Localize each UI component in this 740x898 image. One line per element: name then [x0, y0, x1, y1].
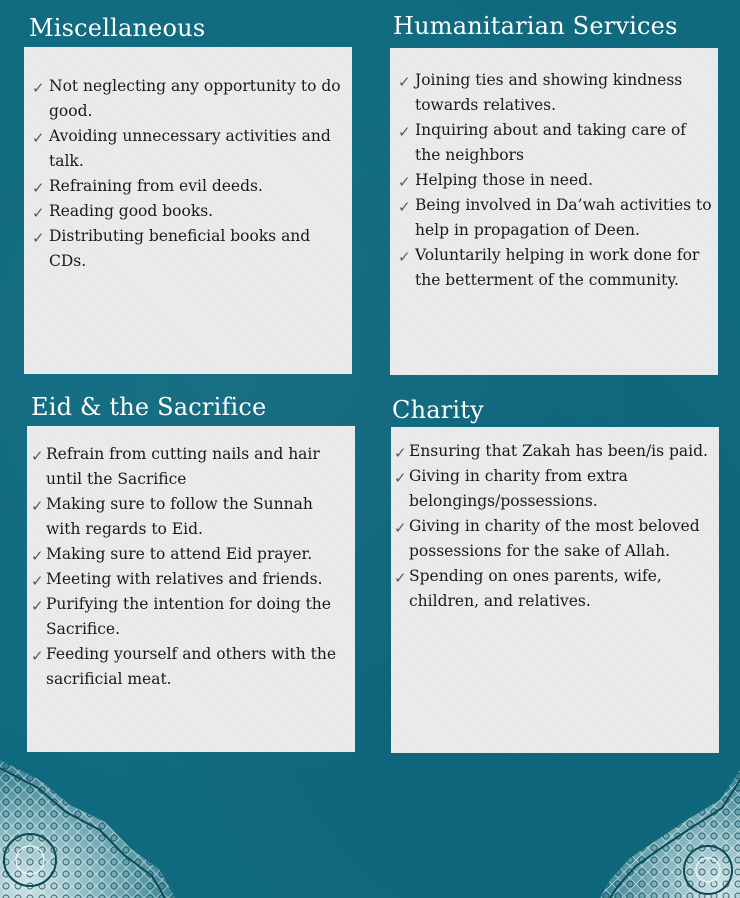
list-item-text: Purifying the intention for doing the Sacrifice. — [46, 595, 331, 638]
list-item — [31, 542, 351, 567]
list-item — [32, 224, 348, 274]
check-icon: ✓ — [394, 444, 407, 462]
list-item-text: Refraining from evil deeds. — [49, 177, 263, 195]
check-icon: ✓ — [31, 547, 44, 565]
list-item — [398, 68, 714, 118]
card-eid-sacrifice — [27, 426, 355, 752]
list-item — [32, 199, 348, 224]
list-item — [394, 514, 715, 564]
check-icon: ✓ — [31, 572, 44, 590]
check-icon: ✓ — [398, 173, 411, 191]
check-icon: ✓ — [31, 597, 44, 615]
check-icon: ✓ — [31, 647, 44, 665]
list-item-text: Feeding yourself and others with the sacrificial meat. — [46, 645, 337, 688]
list-item — [31, 492, 351, 542]
list-item-text: Making sure to follow the Sunnah with regards to Eid. — [46, 495, 313, 538]
list-item-text: Not neglecting any opportunity to do good. — [49, 77, 341, 120]
list-item — [398, 243, 714, 293]
list-item-text: Avoiding unnecessary activities and talk. — [49, 127, 331, 170]
section-title-miscellaneous: Miscellaneous — [29, 14, 206, 42]
list-item — [394, 439, 715, 464]
section-title-charity: Charity — [392, 396, 484, 424]
list-item-text: Meeting with relatives and friends. — [46, 570, 323, 588]
check-icon: ✓ — [394, 519, 407, 537]
list-item-text: Joining ties and showing kindness towards relatives. — [415, 71, 683, 114]
list-item-text: Inquiring about and taking care of the neighbors — [415, 121, 687, 164]
ornament-bottom-right — [600, 770, 740, 898]
list-item-text: Refrain from cutting nails and hair until the Sacrifice — [46, 445, 320, 488]
list-item — [31, 442, 351, 492]
list-item-text: Voluntarily helping in work done for the betterment of the community. — [415, 246, 700, 289]
list-item — [394, 464, 715, 514]
check-icon: ✓ — [398, 73, 411, 91]
check-icon: ✓ — [31, 497, 44, 515]
ornament-left-icon — [0, 760, 175, 898]
list-item-text: Giving in charity from extra belongings/possessions. — [409, 467, 628, 510]
list-charity — [394, 439, 715, 614]
list-item-text: Giving in charity of the most beloved possessions for the sake of Allah. — [409, 517, 700, 560]
card-miscellaneous — [24, 47, 352, 374]
check-icon: ✓ — [32, 79, 45, 97]
check-icon: ✓ — [31, 447, 44, 465]
check-icon: ✓ — [398, 248, 411, 266]
ornament-right-icon — [600, 770, 740, 898]
list-item-text: Ensuring that Zakah has been/is paid. — [409, 442, 708, 460]
check-icon: ✓ — [32, 229, 45, 247]
list-item-text: Distributing beneficial books and CDs. — [49, 227, 311, 270]
list-humanitarian-services — [398, 68, 714, 293]
check-icon: ✓ — [32, 179, 45, 197]
list-item — [32, 174, 348, 199]
list-item — [32, 124, 348, 174]
list-item-text: Spending on ones parents, wife, children, and relatives. — [409, 567, 662, 610]
card-charity — [391, 427, 719, 753]
check-icon: ✓ — [32, 204, 45, 222]
list-item — [31, 567, 351, 592]
list-item-text: Being involved in Da’wah activities to help in propagation of Deen. — [415, 196, 712, 239]
check-icon: ✓ — [398, 123, 411, 141]
list-item — [394, 564, 715, 614]
check-icon: ✓ — [398, 198, 411, 216]
check-icon: ✓ — [394, 469, 407, 487]
list-item — [398, 193, 714, 243]
list-item — [32, 74, 348, 124]
list-item-text: Helping those in need. — [415, 171, 594, 189]
list-miscellaneous — [32, 74, 348, 274]
section-title-humanitarian-services: Humanitarian Services — [393, 12, 678, 40]
list-item-text: Reading good books. — [49, 202, 214, 220]
check-icon: ✓ — [32, 129, 45, 147]
card-humanitarian-services — [390, 48, 718, 375]
section-title-eid-sacrifice: Eid & the Sacrifice — [31, 393, 267, 421]
check-icon: ✓ — [394, 569, 407, 587]
list-eid-sacrifice — [31, 442, 351, 692]
list-item-text: Making sure to attend Eid prayer. — [46, 545, 313, 563]
list-item — [31, 642, 351, 692]
ornament-bottom-left — [0, 760, 175, 898]
list-item — [398, 118, 714, 168]
list-item — [31, 592, 351, 642]
list-item — [398, 168, 714, 193]
